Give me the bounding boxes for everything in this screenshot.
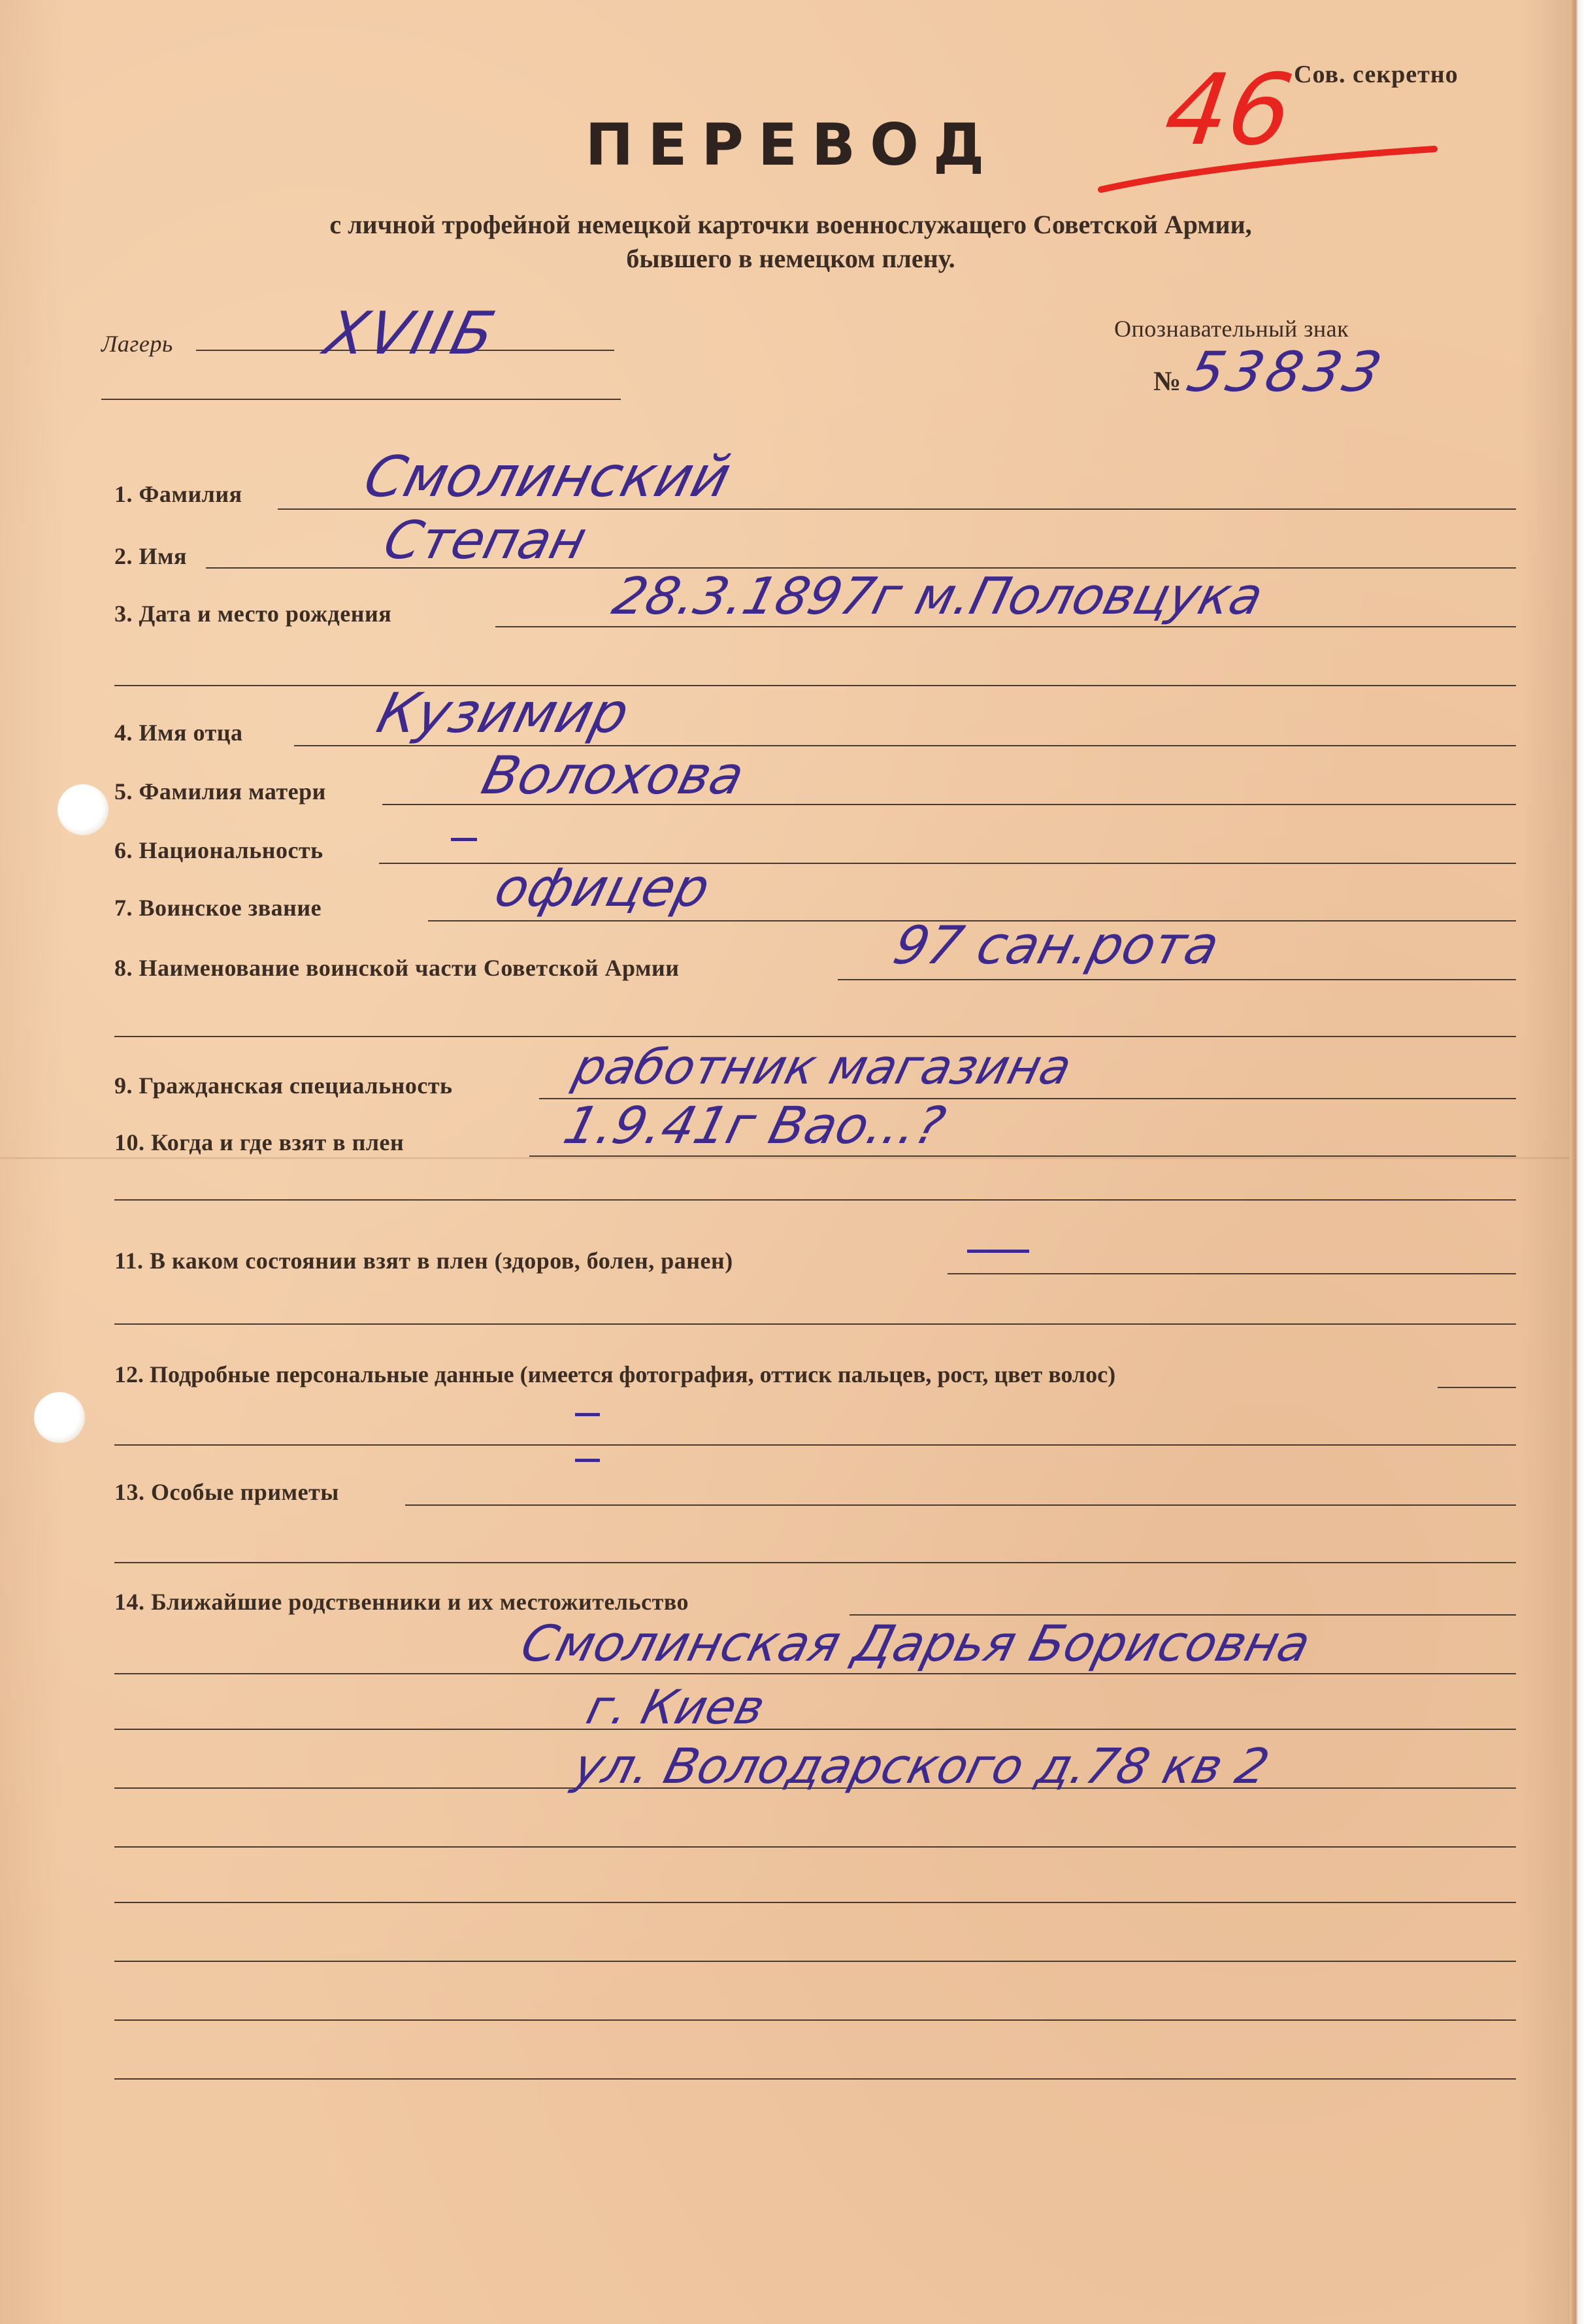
field-personal-data-line-2 xyxy=(114,1444,1516,1446)
field-nationality-value xyxy=(451,838,477,841)
field-unit-line xyxy=(838,979,1516,980)
field-unit-line-2 xyxy=(114,1036,1516,1037)
document-title: ПЕРЕВОД xyxy=(585,111,999,178)
field-personal-data-value xyxy=(575,1413,600,1416)
field-father-name-value: Кузимир xyxy=(371,681,636,745)
relatives-line-7 xyxy=(114,2019,1516,2021)
field-rank-value: офицер xyxy=(489,857,716,918)
field-birth-label: 3. Дата и место рождения xyxy=(114,601,392,627)
relative-name-value: Смолинская Дарья Борисовна xyxy=(515,1614,1317,1672)
field-personal-data-label: 12. Подробные персональные данные (имеется фотография, оттиск пальцев, рост, цвет волос) xyxy=(114,1361,1116,1387)
punch-hole-lower xyxy=(34,1392,85,1443)
field-civil-profession-value: работник магазина xyxy=(568,1039,1078,1095)
field-birth-line-2 xyxy=(114,685,1516,686)
field-birth-line xyxy=(495,626,1516,627)
field-condition-value xyxy=(967,1250,1029,1253)
relatives-line-5 xyxy=(114,1902,1516,1903)
field-condition-line xyxy=(948,1273,1516,1274)
field-rank-label: 7. Воинское звание xyxy=(114,895,322,921)
field-father-name-line xyxy=(294,745,1516,746)
field-surname-value: Смолинский xyxy=(357,444,738,510)
field-nationality-label: 6. Национальность xyxy=(114,837,323,863)
camp-line-2 xyxy=(101,399,621,400)
relatives-line-1 xyxy=(114,1673,1516,1674)
relatives-line-4 xyxy=(114,1846,1516,1848)
punch-hole-upper xyxy=(58,784,108,835)
field-mother-surname-value: Волохова xyxy=(476,745,750,806)
field-surname-label: 1. Фамилия xyxy=(114,481,242,507)
subtitle-line-1: с личной трофейной немецкой карточки военнослужащего Советской Армии, xyxy=(329,210,1252,239)
field-special-marks-label: 13. Особые приметы xyxy=(114,1479,339,1505)
camp-label: Лагерь xyxy=(101,331,173,357)
field-father-name-label: 4. Имя отца xyxy=(114,720,243,746)
field-name-label: 2. Имя xyxy=(114,543,187,569)
relative-city-value: г. Киев xyxy=(581,1680,770,1735)
field-relatives-label: 14. Ближайшие родственники и их местожительство xyxy=(114,1589,689,1615)
relatives-line-8 xyxy=(114,2078,1516,2080)
field-civil-profession-label: 9. Гражданская специальность xyxy=(114,1072,453,1099)
field-personal-data-line xyxy=(1438,1387,1516,1388)
paper-fold xyxy=(0,1157,1570,1159)
field-captured-when-where-line xyxy=(529,1155,1516,1157)
classification-label: Сов. секретно xyxy=(1294,61,1459,88)
field-captured-line-2 xyxy=(114,1199,1516,1201)
field-name-value: Степан xyxy=(378,510,593,571)
field-birth-value: 28.3.1897г м.Половцука xyxy=(606,567,1269,626)
field-condition-line-2 xyxy=(114,1323,1516,1325)
field-unit-value: 97 сан.рота xyxy=(887,915,1225,976)
field-personal-data-value-2 xyxy=(575,1459,600,1462)
subtitle-line-2: бывшего в немецком плену. xyxy=(626,244,955,273)
field-special-marks-line-2 xyxy=(114,1562,1516,1563)
id-number-value: 53833 xyxy=(1181,340,1392,404)
camp-value: XVIIБ xyxy=(318,299,504,368)
relative-address-value: ул. Володарского д.78 кв 2 xyxy=(568,1738,1275,1795)
field-mother-surname-label: 5. Фамилия матери xyxy=(114,778,326,805)
field-captured-when-where-label: 10. Когда и где взят в плен xyxy=(114,1129,404,1155)
paper-edge xyxy=(1570,0,1584,2324)
field-special-marks-line xyxy=(405,1504,1516,1506)
field-condition-label: 11. В каком состоянии взят в плен (здоров, болен, ранен) xyxy=(114,1248,733,1274)
relatives-line-6 xyxy=(114,1961,1516,1962)
field-captured-when-where-value: 1.9.41г Вао...? xyxy=(557,1097,951,1155)
id-mark-label: Опознавательный знак xyxy=(1114,316,1349,342)
field-unit-label: 8. Наименование воинской части Советской Армии xyxy=(114,955,680,981)
relatives-line-2 xyxy=(114,1729,1516,1730)
id-number-prefix: № xyxy=(1153,367,1181,397)
red-handwritten-number: 46 xyxy=(1158,54,1300,167)
